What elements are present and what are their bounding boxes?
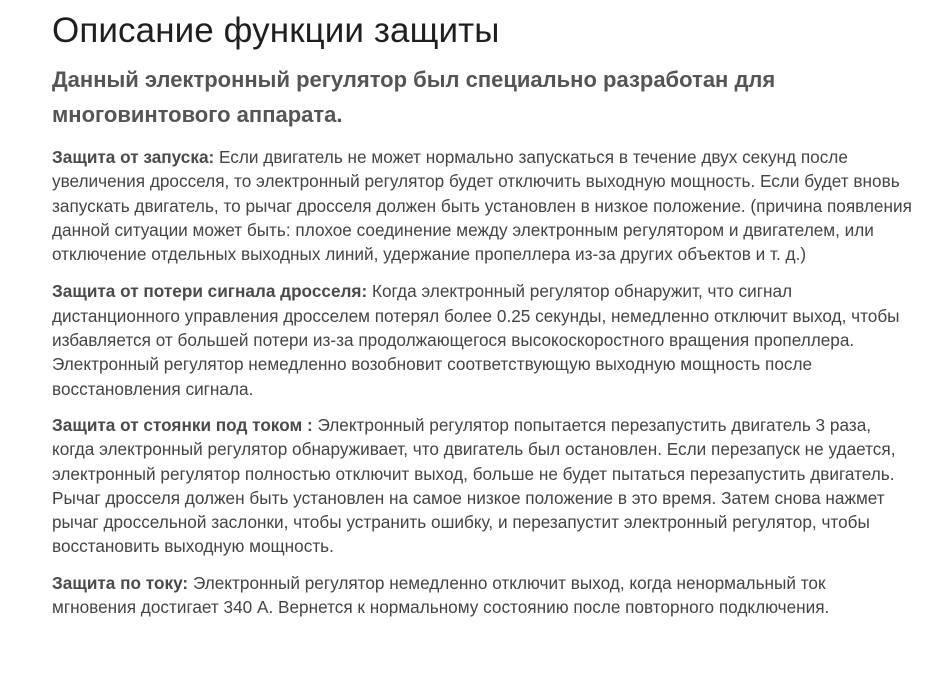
section-label: Защита по току:	[52, 572, 189, 593]
section-text: Когда электронный регулятор обнаружит, что сигнал дистанционного управления дросселем потерял более 0.25 секунды, немедленно отключит выход, чтобы избавляется от большей потери из-за продолжающегося высокоскоростного вращения пропеллера. Электронный регулятор немедленно возобновит соответствующую выходную мощность после восстановления сигнала.	[52, 281, 900, 399]
section-text: Если двигатель не может нормально запускаться в течение двух секунд после увеличения дросселя, то электронный регулятор будет отключить выходную мощность. Если будет вновь запускать двигатель, то рычаг дросселя должен быть установлен в низкое положение. (причина появления данной ситуации может быть: плохое соединение между электронным регулятором и двигателем, или отключение отдельных выходных линий, удержание пропеллера из-за других объектов и т. д.)	[52, 147, 912, 265]
page-subtitle: Данный электронный регулятор был специально разработан для многовинтового аппарата.	[52, 67, 776, 127]
section-text: Электронный регулятор немедленно отключит выход, когда ненормальный ток мгновения достигает 340 А. Вернется к нормальному состоянию после повторного подключения.	[52, 572, 830, 618]
document-page	[52, 8, 912, 619]
section-stall-protection	[52, 413, 912, 559]
section-start-protection	[52, 145, 912, 266]
section-throttle-signal-loss-protection	[52, 279, 912, 400]
section-overcurrent-protection	[52, 571, 912, 620]
section-label: Защита от запуска:	[52, 147, 215, 167]
section-label: Защита от стоянки под током :	[52, 414, 313, 435]
page-title: Описание функции защиты	[52, 11, 500, 50]
section-label: Защита от потери сигнала дросселя:	[52, 281, 368, 302]
section-text: Электронный регулятор попытается перезапустить двигатель 3 раза, когда электронный регулятор обнаруживает, что двигатель был остановлен. Если перезапуск не удается, электронный регулятор полностью отключит выход, больше не будет пытаться перезапустить двигатель. Рычаг дросселя должен быть установлен на самое низкое положение в это время. Затем снова нажмет рычаг дроссельной заслонки, чтобы устранить ошибку, и перезапустит электронный регулятор, чтобы восстановить выходную мощность.	[52, 414, 896, 557]
